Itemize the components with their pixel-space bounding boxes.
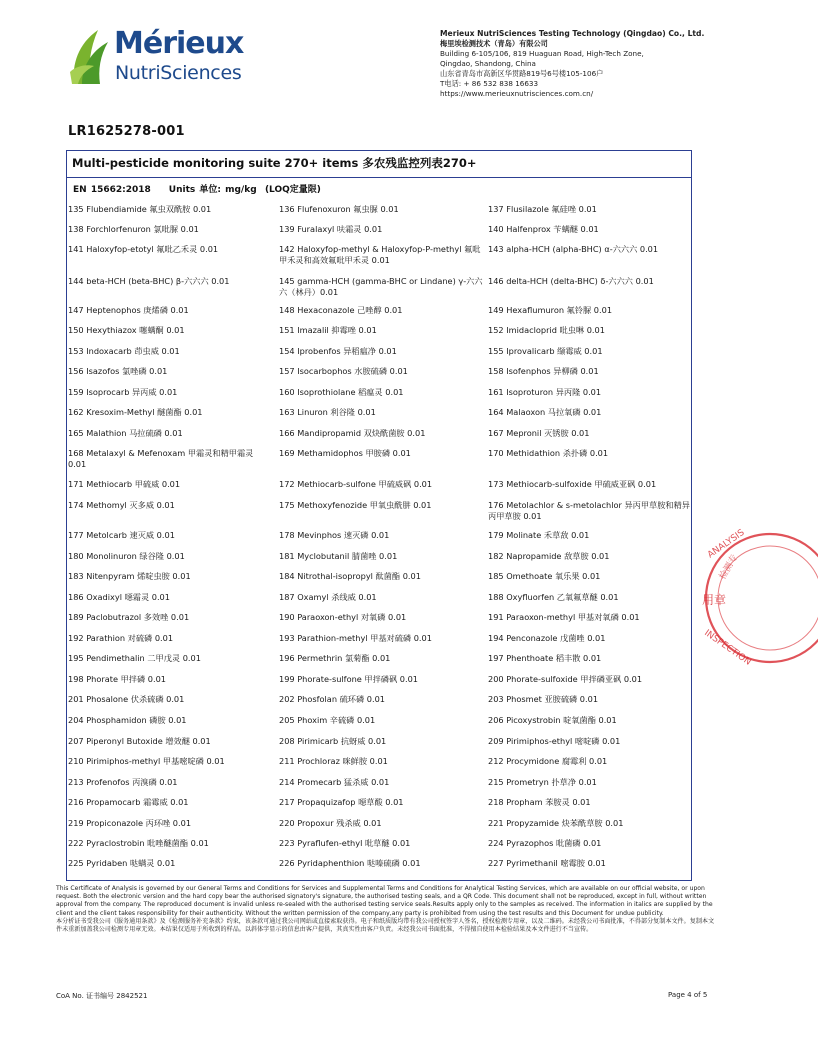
pesticide-entry: 170 Methidathion 杀扑磷 0.01 [488, 448, 609, 458]
svg-text:INSPECTION: INSPECTION [702, 628, 753, 668]
method-standard: EN 15662:2018 [73, 185, 151, 195]
pesticide-entry: 187 Oxamyl 杀线威 0.01 [279, 592, 377, 602]
page-number: Page 4 of 5 [668, 991, 708, 999]
pesticide-entry: 198 Phorate 甲拌磷 0.01 [68, 674, 166, 684]
pesticide-entry: 146 delta-HCH (delta-BHC) δ-六六六 0.01 [488, 276, 654, 286]
pesticide-entry: 144 beta-HCH (beta-BHC) β-六六六 0.01 [68, 276, 230, 286]
pesticide-entry: 197 Phenthoate 稻丰散 0.01 [488, 653, 602, 663]
pesticide-entry: 223 Pyraflufen-ethyl 吡草醚 0.01 [279, 838, 411, 848]
pesticide-entry: 213 Profenofos 丙溴磷 0.01 [68, 777, 178, 787]
pesticide-entry: 175 Methoxyfenozide 甲氧虫酰肼 0.01 [279, 500, 432, 510]
pesticide-entry: 180 Monolinuron 绿谷隆 0.01 [68, 551, 185, 561]
pesticide-entry: 225 Pyridaben 哒螨灵 0.01 [68, 858, 176, 868]
pesticide-entry: 184 Nitrothal-isopropyl 酞菌酯 0.01 [279, 571, 421, 581]
pesticide-entry: 166 Mandipropamid 双炔酰菌胺 0.01 [279, 428, 426, 438]
pesticide-entry: 208 Pirimicarb 抗蚜威 0.01 [279, 736, 387, 746]
pesticide-entry: 167 Mepronil 灭锈胺 0.01 [488, 428, 590, 438]
pesticide-entry: 145 gamma-HCH (gamma-BHC or Lindane) γ-六六六（林丹）0.01 [279, 276, 483, 297]
pesticide-entry: 200 Phorate-sulfoxide 甲拌磷亚砜 0.01 [488, 674, 643, 684]
svg-text:检测专: 检测专 [717, 553, 741, 582]
logo-mark-icon [68, 26, 112, 88]
units-label: Units 单位: mg/kg [168, 185, 257, 195]
pesticide-entry: 201 Phosalone 伏杀硫磷 0.01 [68, 694, 185, 704]
pesticide-entry: 149 Hexaflumuron 氟铃脲 0.01 [488, 305, 613, 315]
pesticide-entry: 217 Propaquizafop 噁草酸 0.01 [279, 797, 404, 807]
terms-text-cn: 本分析证书受我公司《服务通用条款》及《检测服务补充条款》约束，该条款可通过我公司网站或直接索取获得。电子和纸质版均带有我公司授权签字人签名，授权检测专用章，以及二维码。未经我公司书面批准，不得部分复制本文件。复制本文件未重新加盖我公司检测专用章无效。本结果仅适用于所收到的样品。以斜体字显示的信息由客户提供，其真实性由客户负责。未经我公司书面批准，不得擅自使用本检验结果及本文件进行不当宣传。 [56, 917, 715, 934]
pesticide-entry: 148 Hexaconazole 己唑醇 0.01 [279, 305, 403, 315]
pesticide-entry: 162 Kresoxim-Methyl 醚菌酯 0.01 [68, 407, 203, 417]
pesticide-entry: 218 Propham 苯胺灵 0.01 [488, 797, 591, 807]
pesticide-entry: 138 Forchlorfenuron 氯吡脲 0.01 [68, 224, 199, 234]
pesticide-entry: 155 Iprovalicarb 缬霉威 0.01 [488, 346, 603, 356]
pesticide-entry: 190 Paraoxon-ethyl 对氧磷 0.01 [279, 612, 407, 622]
pesticide-entry: 151 Imazalil 抑霉唑 0.01 [279, 325, 377, 335]
pesticide-entry: 210 Pirimiphos-methyl 甲基嘧啶磷 0.01 [68, 756, 225, 766]
terms-and-conditions [56, 885, 716, 934]
pesticide-entry: 186 Oxadixyl 噁霜灵 0.01 [68, 592, 170, 602]
loq-label: (LOQ定量限) [264, 185, 321, 195]
pesticide-entry: 219 Propiconazole 丙环唑 0.01 [68, 818, 192, 828]
pesticide-entry: 206 Picoxystrobin 啶氧菌酯 0.01 [488, 715, 617, 725]
pesticide-entry: 209 Pirimiphos-ethyl 嘧啶磷 0.01 [488, 736, 621, 746]
pesticide-entry: 179 Molinate 禾草敌 0.01 [488, 530, 590, 540]
pesticide-entry: 158 Isofenphos 异柳磷 0.01 [488, 366, 599, 376]
pesticide-entry: 178 Mevinphos 速灭磷 0.01 [279, 530, 390, 540]
pesticide-entry: 214 Promecarb 猛杀威 0.01 [279, 777, 390, 787]
company-logo [68, 24, 268, 94]
svg-text:用章: 用章 [702, 593, 727, 607]
divider [67, 177, 691, 178]
pesticide-entry: 211 Prochloraz 咪鲜胺 0.01 [279, 756, 388, 766]
pesticide-suite-table [66, 150, 692, 881]
pesticide-entry: 181 Myclobutanil 腈菌唑 0.01 [279, 551, 398, 561]
pesticide-entry: 141 Haloxyfop-etotyl 氟吡乙禾灵 0.01 [68, 244, 219, 254]
pesticide-entry: 194 Penconazole 戊菌唑 0.01 [488, 633, 606, 643]
pesticide-entry: 191 Paraoxon-methyl 甲基对氧磷 0.01 [488, 612, 640, 622]
pesticide-entry: 154 Iprobenfos 异稻瘟净 0.01 [279, 346, 397, 356]
company-name: Merieux NutriSciences Testing Technology (Qingdao) Co., Ltd. [440, 29, 705, 38]
pesticide-entry: 165 Malathion 马拉硫磷 0.01 [68, 428, 183, 438]
pesticide-entry: 174 Methomyl 灭多威 0.01 [68, 500, 175, 510]
pesticide-entry: 156 Isazofos 氯唑磷 0.01 [68, 366, 168, 376]
pesticide-entry: 147 Heptenophos 庚烯磷 0.01 [68, 305, 189, 315]
suite-title: Multi-pesticide monitoring suite 270+ items 多农残监控列表270+ [72, 156, 477, 170]
pesticide-entry: 169 Methamidophos 甲胺磷 0.01 [279, 448, 411, 458]
website-link[interactable]: https://www.merieuxnutrisciences.com.cn/ [440, 89, 594, 98]
pesticide-entry: 205 Phoxim 辛硫磷 0.01 [279, 715, 376, 725]
pesticide-entry: 173 Methiocarb-sulfoxide 甲硫威亚砜 0.01 [488, 479, 657, 489]
pesticide-entry: 195 Pendimethalin 二甲戊灵 0.01 [68, 653, 201, 663]
pesticide-entry: 142 Haloxyfop-methyl & Haloxyfop-P-methyl 氟吡甲禾灵和高效氟吡甲禾灵 0.01 [279, 244, 481, 265]
pesticide-entry: 171 Methiocarb 甲硫威 0.01 [68, 479, 181, 489]
pesticide-entry: 192 Parathion 对硫磷 0.01 [68, 633, 174, 643]
pesticide-entry: 136 Flufenoxuron 氟虫脲 0.01 [279, 204, 399, 214]
company-address-block [440, 29, 725, 99]
pesticide-entry: 140 Halfenprox 苄螨醚 0.01 [488, 224, 599, 234]
pesticide-entry: 215 Prometryn 扑草净 0.01 [488, 777, 597, 787]
company-name-cn: 梅里埃检测技术（青岛）有限公司 [440, 39, 548, 48]
pesticide-entry: 226 Pyridaphenthion 哒嗪硫磷 0.01 [279, 858, 421, 868]
svg-text:ANALYSIS: ANALYSIS [705, 527, 747, 561]
pesticide-entry: 176 Metolachlor & s-metolachlor 异丙甲草胺和精异丙甲草胺 0.01 [488, 500, 690, 521]
phone: T电话: + 86 532 838 16633 [440, 79, 539, 88]
pesticide-entry: 177 Metolcarb 速灭威 0.01 [68, 530, 175, 540]
pesticide-entry: 163 Linuron 利谷隆 0.01 [279, 407, 376, 417]
pesticide-entry: 168 Metalaxyl & Mefenoxam 甲霜灵和精甲霜灵 0.01 [68, 448, 254, 469]
pesticide-entry: 172 Methiocarb-sulfone 甲硫威砜 0.01 [279, 479, 433, 489]
pesticide-entry: 153 Indoxacarb 茚虫威 0.01 [68, 346, 180, 356]
pesticide-entry: 157 Isocarbophos 水胺硫磷 0.01 [279, 366, 408, 376]
pesticide-entry: 212 Procymidone 腐霉利 0.01 [488, 756, 608, 766]
terms-text-en: This Certificate of Analysis is governed by our General Terms and Conditions for Services and Supplemental Terms and Conditions for Analytical Testing Services, which are available on our official website, or upon request. Both the electronic version and the hard copy bear the authorised signatory's signature, the authorised testing seals, and a QR Code. This document shall not be reproduced, except in full, without written approval from the company. The reproduced document is invalid unless re-sealed with the authorised testing service seals.Results apply only to the samples as received. The information in italics are supplied by the client and the client takes responsibility for their authenticity. Without the written permission of the company,any party is prohibited from using the test results and this Document for undue publicity. [56, 885, 713, 917]
pesticide-entry: 160 Isoprothiolane 稻瘟灵 0.01 [279, 387, 404, 397]
pesticide-entry: 193 Parathion-methyl 甲基对硫磷 0.01 [279, 633, 432, 643]
pesticide-entry: 221 Propyzamide 炔苯酰草胺 0.01 [488, 818, 624, 828]
pesticide-entry: 164 Malaoxon 马拉氧磷 0.01 [488, 407, 602, 417]
pesticide-entry: 159 Isoprocarb 异丙威 0.01 [68, 387, 178, 397]
pesticide-entry: 161 Isoproturon 异丙隆 0.01 [488, 387, 602, 397]
pesticide-entry: 204 Phosphamidon 磷胺 0.01 [68, 715, 187, 725]
pesticide-entry: 207 Piperonyl Butoxide 增效醚 0.01 [68, 736, 211, 746]
certificate-number: CoA No. 证书编号 2842521 [56, 992, 148, 1000]
pesticide-entry: 143 alpha-HCH (alpha-BHC) α-六六六 0.01 [488, 244, 659, 254]
address-cn: 山东省青岛市高新区华贯路819号6号楼105-106户 [440, 69, 604, 78]
pesticide-entry: 183 Nitenpyram 烯啶虫胺 0.01 [68, 571, 191, 581]
report-number: LR1625278-001 [68, 124, 185, 139]
pesticide-entry: 150 Hexythiazox 噻螨酮 0.01 [68, 325, 185, 335]
pesticide-entry: 152 Imidacloprid 吡虫啉 0.01 [488, 325, 605, 335]
pesticide-entry: 135 Flubendiamide 氟虫双酰胺 0.01 [68, 204, 212, 214]
pesticide-entry: 196 Permethrin 氯菊酯 0.01 [279, 653, 391, 663]
pesticide-entry: 199 Phorate-sulfone 甲拌磷砜 0.01 [279, 674, 418, 684]
pesticide-entry: 137 Flusilazole 氟硅唑 0.01 [488, 204, 597, 214]
pesticide-entry: 222 Pyraclostrobin 吡唑醚菌酯 0.01 [68, 838, 209, 848]
suite-subheader [73, 182, 321, 195]
pesticide-entry: 227 Pyrimethanil 嘧霉胺 0.01 [488, 858, 606, 868]
pesticide-entry: 188 Oxyfluorfen 乙氧氟草醚 0.01 [488, 592, 619, 602]
pesticide-entry: 202 Phosfolan 硫环磷 0.01 [279, 694, 386, 704]
pesticide-entry: 224 Pyrazophos 吡菌磷 0.01 [488, 838, 602, 848]
pesticide-entry: 203 Phosmet 亚胺硫磷 0.01 [488, 694, 599, 704]
inspection-seal-stamp [698, 528, 818, 668]
pesticide-entry: 220 Propoxur 残杀威 0.01 [279, 818, 382, 828]
address-line-2: Qingdao, Shandong, China [440, 59, 536, 68]
pesticide-entry: 182 Napropamide 敌草胺 0.01 [488, 551, 610, 561]
logo-text-merieux: Mérieux [114, 26, 244, 61]
pesticide-entry: 185 Omethoate 氧乐果 0.01 [488, 571, 601, 581]
logo-text-nutrisciences: NutriSciences [115, 62, 242, 84]
address-line-1: Building 6-105/106, 819 Huaguan Road, High-Tech Zone, [440, 49, 644, 58]
pesticide-entry: 216 Propamocarb 霜霉威 0.01 [68, 797, 189, 807]
pesticide-entry: 189 Paclobutrazol 多效唑 0.01 [68, 612, 190, 622]
pesticide-entry: 139 Furalaxyl 呋霜灵 0.01 [279, 224, 383, 234]
